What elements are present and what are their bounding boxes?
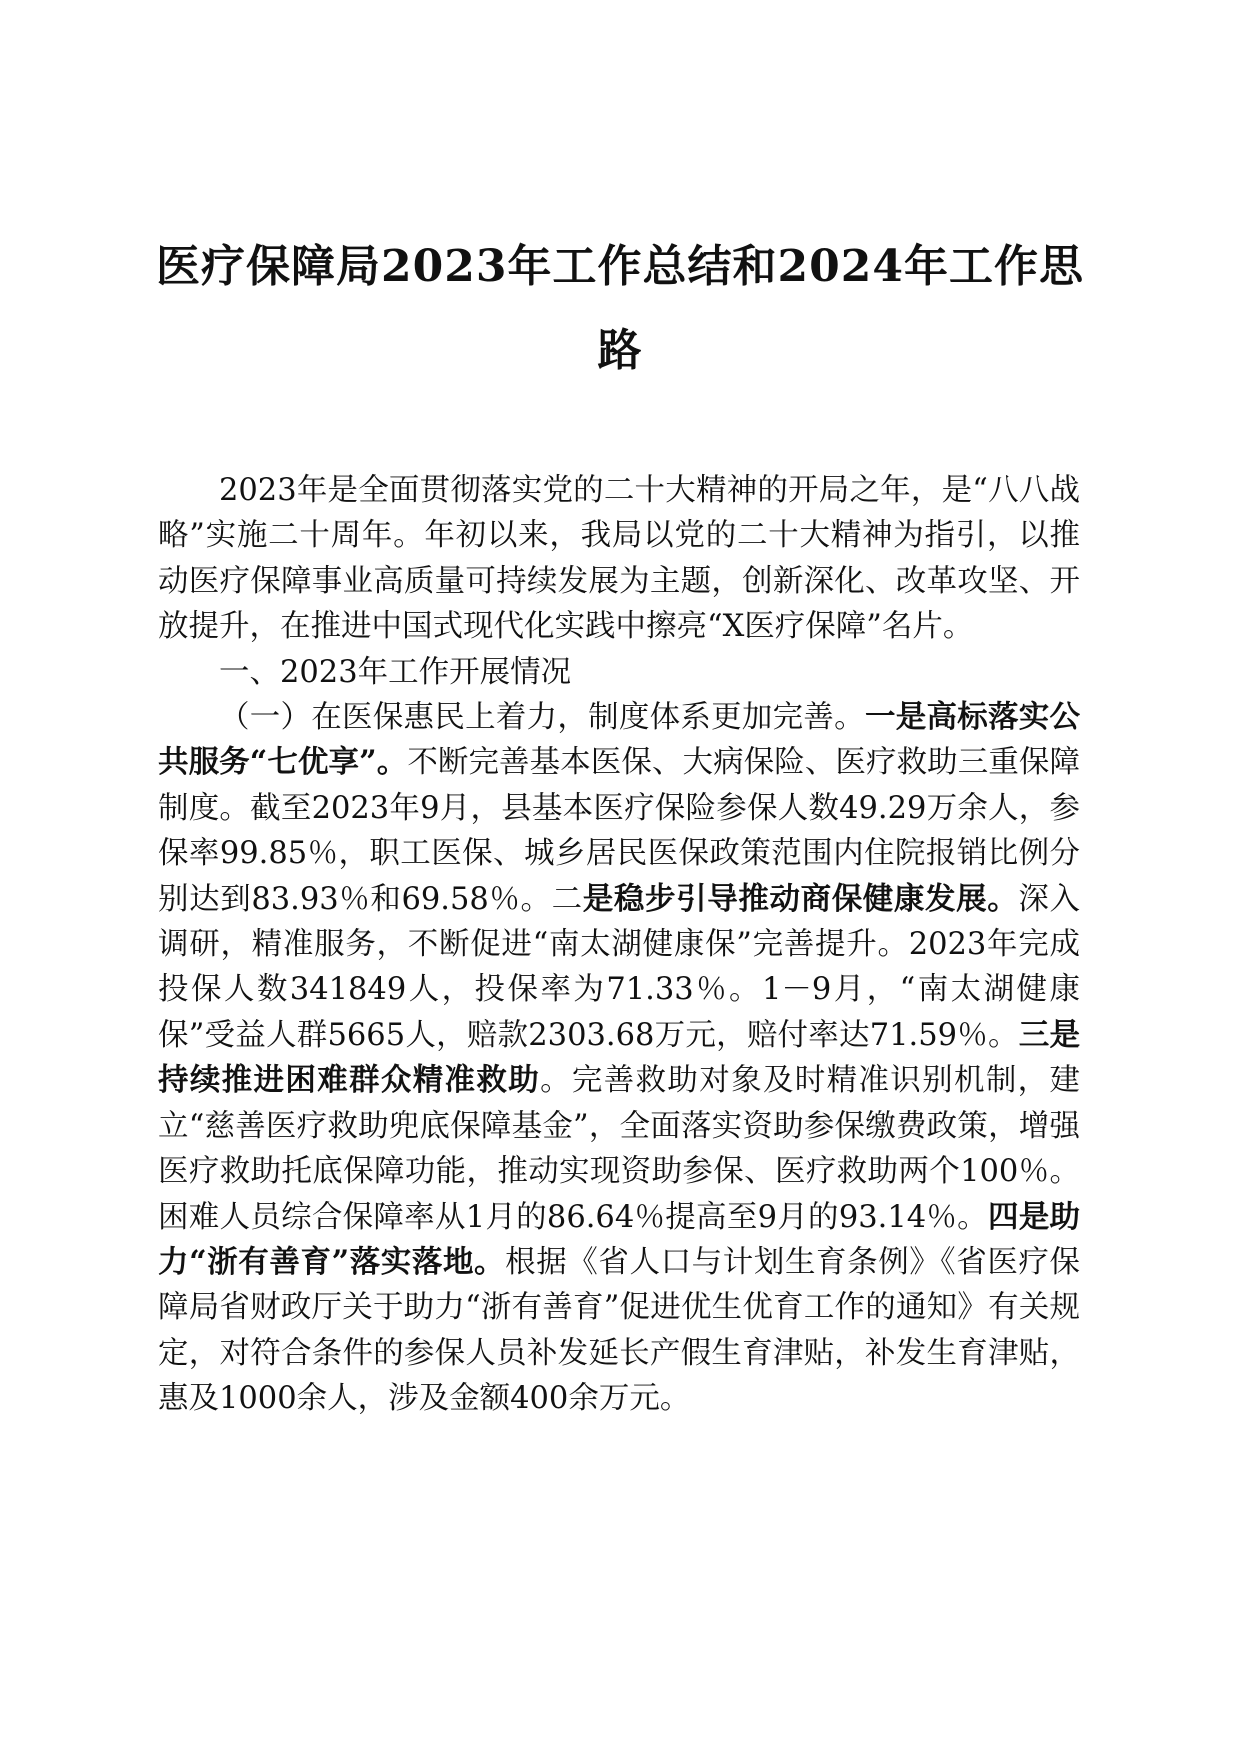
point-3-heading: 三是持续推进困难群众精准救助 — [158, 1016, 1080, 1099]
point-3-text: 。完善救助对象及时精准识别机制，建立“慈善医疗救助兜底保障基金”，全面落实资助参保缴费政策，增强医疗救助托底保障功能，推动实现资助参保、医疗救助两个100％。困难人员综合保障率从1月的86.64％提高至9月的93.14％。 — [158, 1063, 1081, 1235]
point-2-heading: 是稳步引导推动商保健康发展。 — [582, 880, 1019, 917]
point-1-text: 不断完善基本医保、大病保险、医疗救助三重保障制度。截至2023年9月，县基本医疗保险参保人数49.29万余人，参保率99.85％，职工医保、城乡居民医保政策范围内住院报销比例分别达到83.93％和69.58％。二 — [158, 745, 1080, 917]
point-4-heading: 四是助力“浙有善育”落实落地。 — [158, 1198, 1080, 1280]
point-4-text: 根据《省人口与计划生育条例》《省医疗保障局省财政厅关于助力“浙有善育”促进优生优育工作的通知》有关规定，对符合条件的参保人员补发延长产假生育津贴，补发生育津贴，惠及1000余人，涉及金额400余万元。 — [158, 1244, 1080, 1417]
document-body — [158, 468, 1080, 1422]
document-title: 医疗保障局2023年工作总结和2024年工作思路 — [156, 241, 1084, 376]
paragraph-lead: （一）在医保惠民上着力，制度体系更加完善。 — [219, 700, 865, 736]
intro-paragraph: 2023年是全面贯彻落实党的二十大精神的开局之年，是“八八战略”实施二十周年。年初以来，我局以党的二十大精神为指引，以推动医疗保障事业高质量可持续发展为主题，创新深化、改革攻坚、开放提升，在推进中国式现代化实践中擦亮“X医疗保障”名片。 — [158, 473, 1080, 645]
section-paragraph — [158, 695, 1080, 1422]
section-heading: 一、2023年工作开展情况 — [219, 654, 572, 690]
point-2-text: 深入调研，精准服务，不断促进“南太湖健康保”完善提升。2023年完成投保人数341849人，投保率为71.33％。1－9月，“南太湖健康保”受益人群5665人，赔款2303.68万元，赔付率达71.59％。 — [158, 881, 1081, 1053]
point-1-heading: 一是高标落实公共服务“七优享”。 — [158, 699, 1081, 781]
